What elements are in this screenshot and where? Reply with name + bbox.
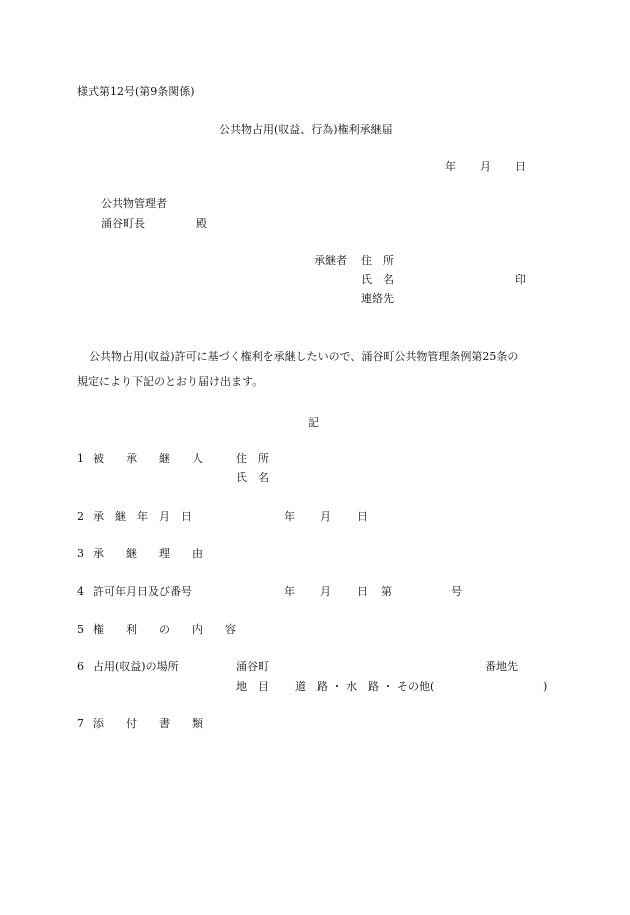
- successor-name-label: 氏 名: [361, 273, 394, 286]
- item-2-year: 年: [284, 510, 295, 523]
- item-2-label: 承 継 年 月 日: [93, 510, 192, 523]
- item-5-number: 5: [77, 623, 84, 636]
- ki-heading: 記: [308, 416, 319, 429]
- date-month: 月: [480, 160, 491, 173]
- addressee-line1: 公共物管理者: [101, 197, 167, 210]
- successor-contact-label: 連絡先: [361, 292, 394, 305]
- item-6-close-paren: ): [543, 680, 548, 693]
- item-2-month: 月: [320, 510, 331, 523]
- item-4-month: 月: [320, 585, 331, 598]
- item-6-town: 涌谷町: [236, 660, 269, 673]
- item-6-banchi: 番地先: [485, 660, 518, 673]
- item-3-label: 承 継 理 由: [93, 547, 203, 560]
- item-6-land-options: 道 路 ・ 水 路 ・ その他(: [295, 680, 435, 693]
- successor-address-label: 住 所: [361, 254, 394, 267]
- item-5-label: 権 利 の 内 容: [93, 623, 236, 636]
- item-1-address-label: 住 所: [236, 452, 269, 465]
- item-4-year: 年: [284, 585, 295, 598]
- item-4-day: 日: [357, 585, 368, 598]
- date-year: 年: [445, 160, 456, 173]
- item-4-gou: 号: [451, 585, 462, 598]
- item-2-number: 2: [77, 510, 84, 523]
- item-6-number: 6: [77, 660, 84, 673]
- form-number: 様式第12号(第9条関係): [77, 85, 195, 98]
- date-day: 日: [515, 160, 526, 173]
- body-line2: 規定により下記のとおり届け出ます。: [77, 375, 264, 388]
- item-6-label: 占用(収益)の場所: [93, 660, 179, 673]
- addressee-line2: 涌谷町長: [101, 217, 145, 230]
- successor-label: 承継者: [314, 254, 347, 267]
- item-1-label: 被 承 継 人: [93, 452, 203, 465]
- seal-mark: 印: [515, 273, 526, 286]
- item-7-number: 7: [77, 717, 84, 730]
- item-4-dai: 第: [381, 585, 392, 598]
- item-6-chimoku-label: 地 目: [236, 680, 269, 693]
- addressee-honorific: 殿: [196, 217, 207, 230]
- item-2-day: 日: [357, 510, 368, 523]
- document-title: 公共物占用(収益、行為)権利承継届: [219, 123, 393, 136]
- body-line1: 公共物占用(収益)許可に基づく権利を承継したいので、涌谷町公共物管理条例第25条の: [89, 350, 519, 363]
- item-3-number: 3: [77, 547, 84, 560]
- item-7-label: 添 付 書 類: [93, 717, 203, 730]
- item-1-name-label: 氏 名: [236, 471, 269, 484]
- item-4-label: 許可年月日及び番号: [93, 585, 192, 598]
- item-1-number: 1: [77, 452, 84, 465]
- item-4-number: 4: [77, 585, 84, 598]
